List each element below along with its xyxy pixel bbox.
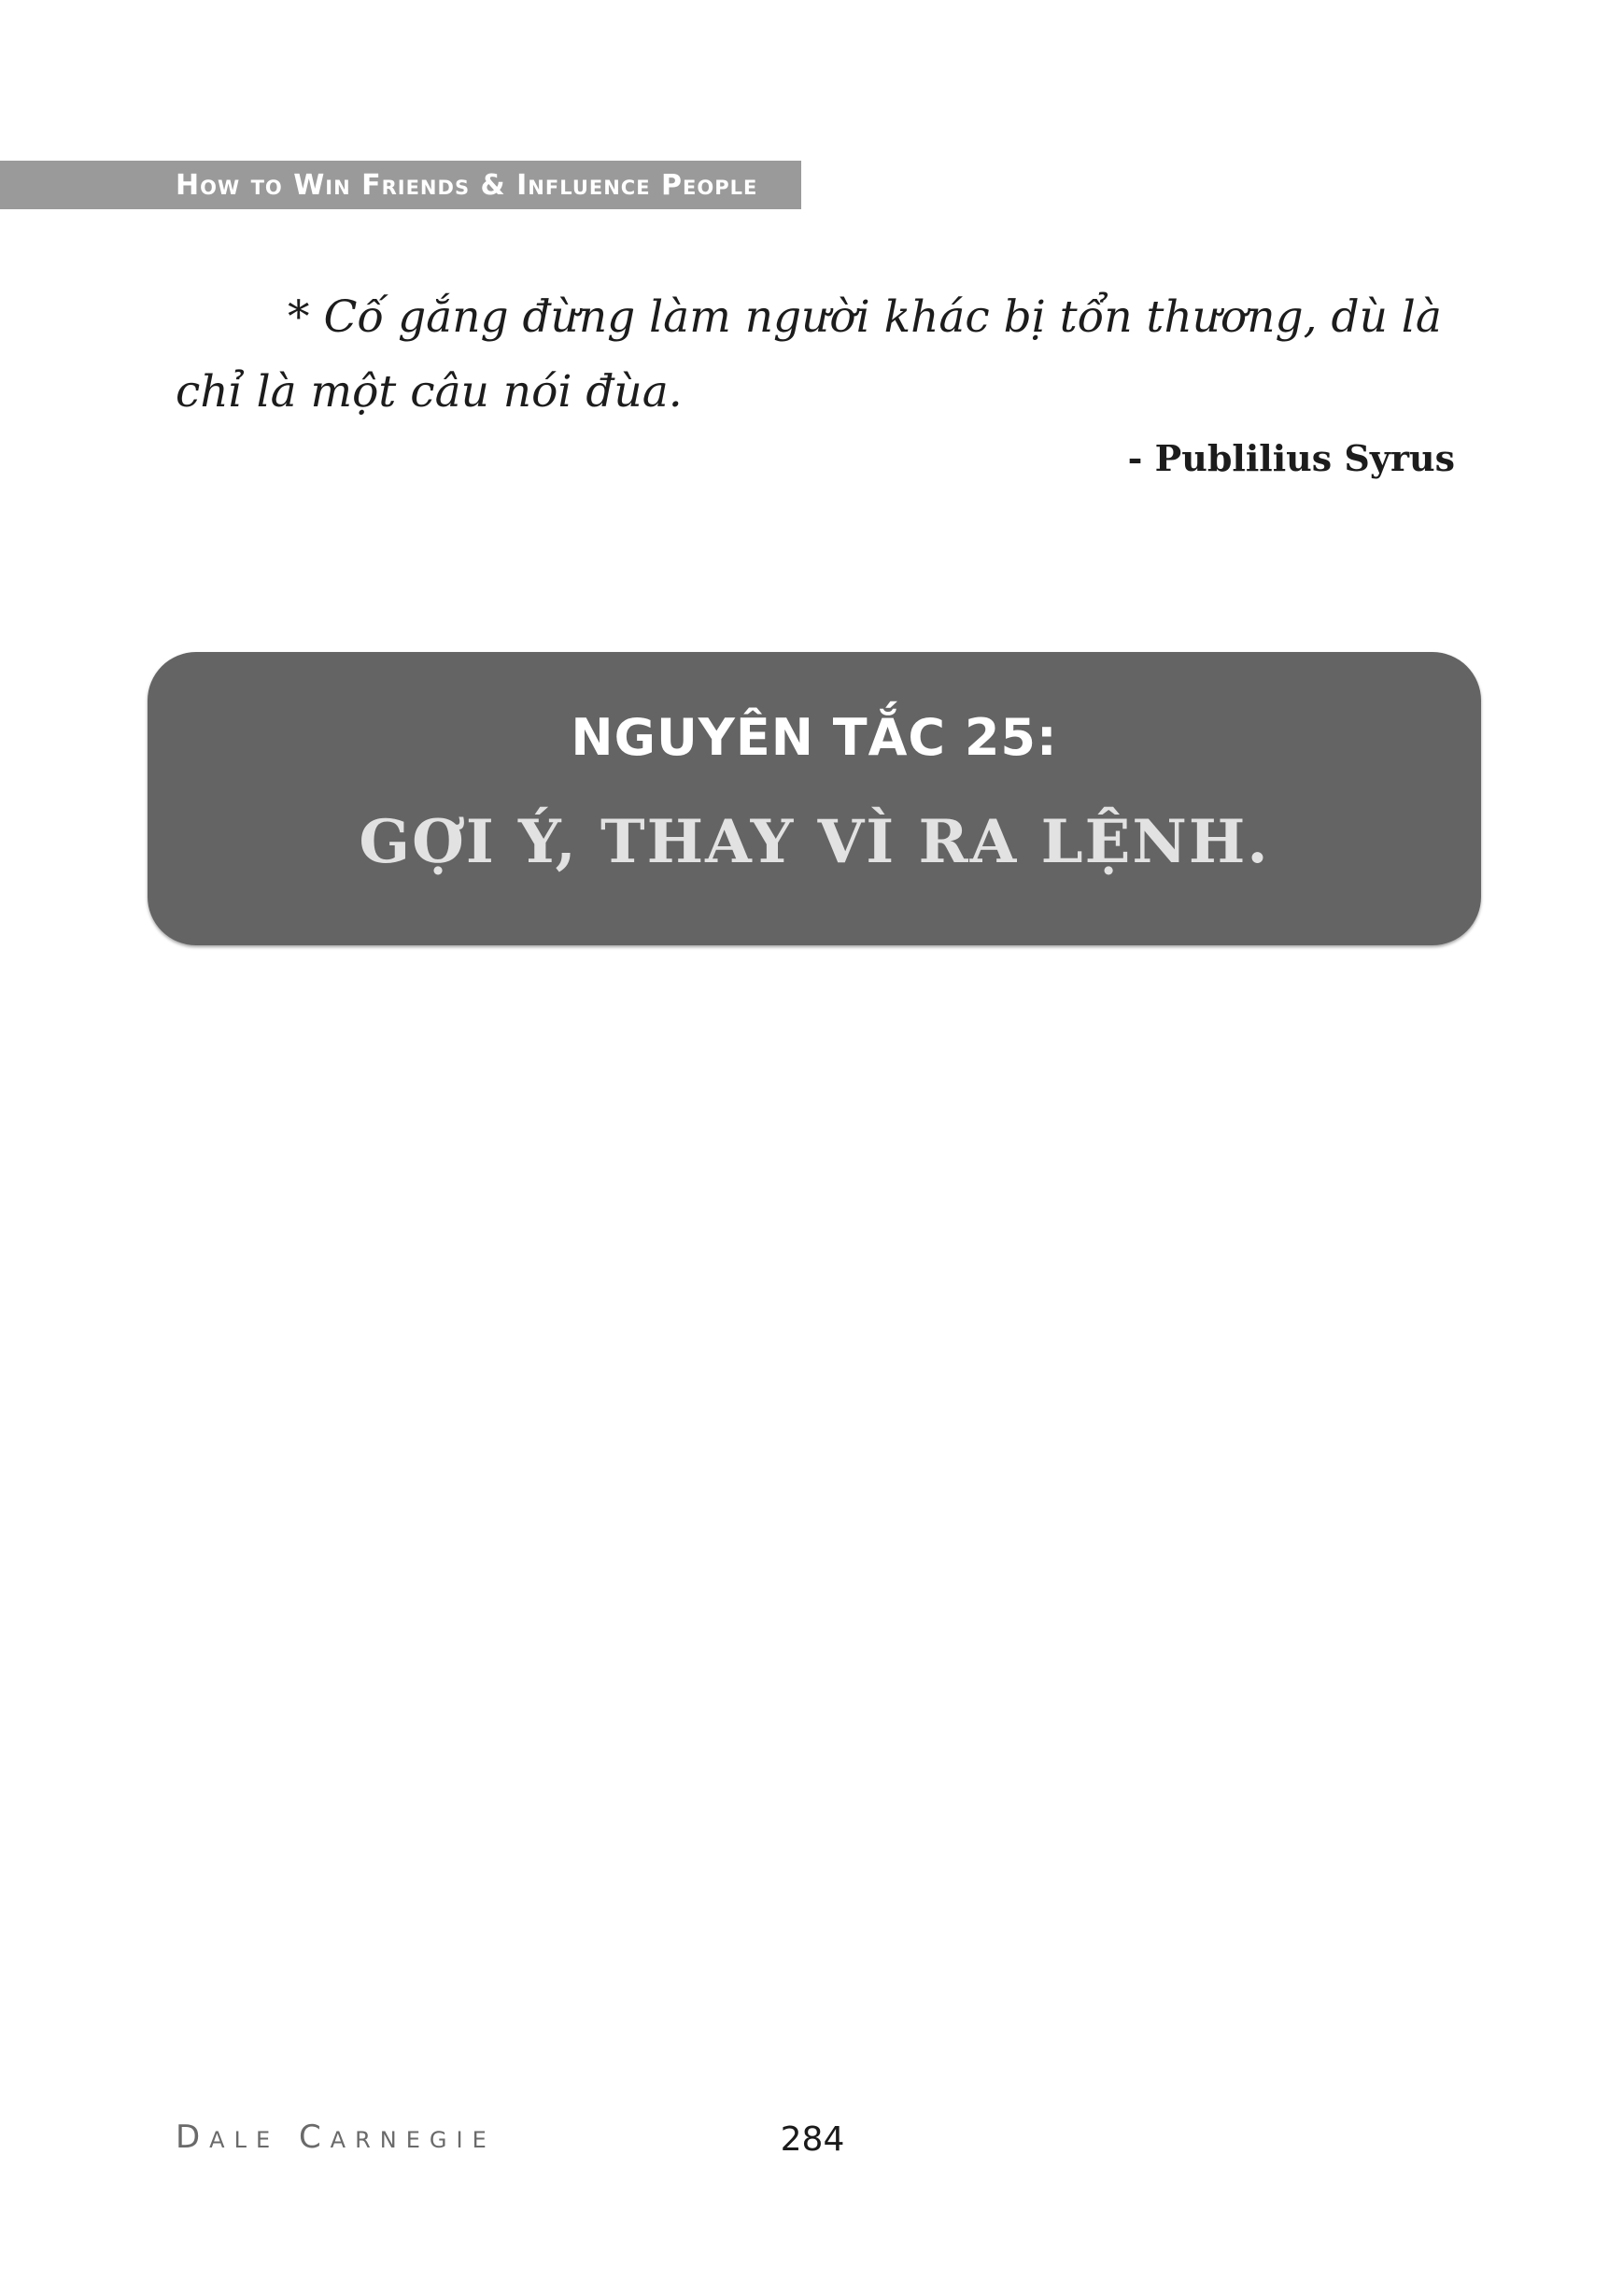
quote-author: - Publilius Syrus: [1127, 437, 1455, 479]
principle-box: [148, 652, 1481, 945]
quote-block: [176, 280, 1455, 479]
running-header-title: How to Win Friends & Influence People: [176, 168, 758, 202]
footer-author: Dale Carnegie: [176, 2119, 496, 2156]
quote-text: * Cố gắng đừng làm người khác bị tổn thương, dù là chỉ là một câu nói đùa.: [176, 291, 1442, 418]
principle-label: NGUYÊN TẮC 25:: [571, 708, 1058, 767]
running-header-bar: [0, 161, 801, 209]
principle-text: GỢI Ý, THAY VÌ RA LỆNH.: [359, 807, 1270, 877]
page-number: 284: [780, 2120, 845, 2159]
